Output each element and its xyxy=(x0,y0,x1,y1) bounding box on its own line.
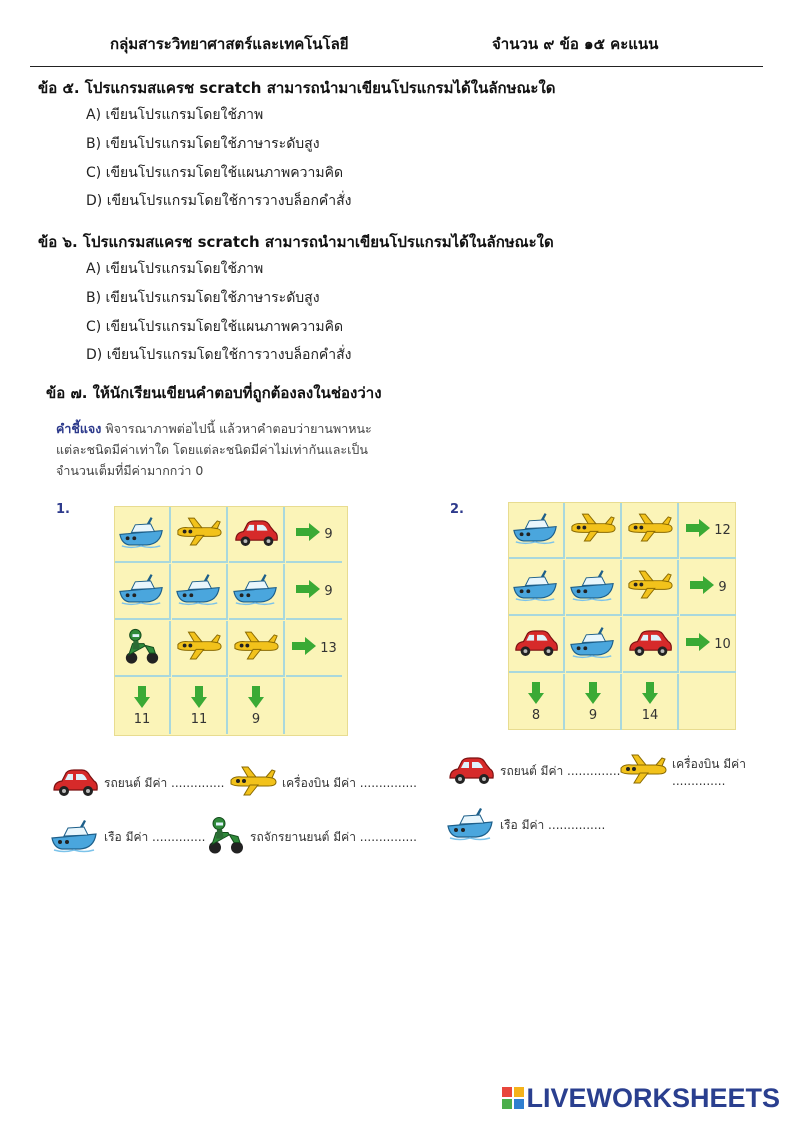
instruction-line-3: จำนวนเต็มที่มีค่ามากกว่า 0 xyxy=(56,463,204,478)
p1-col-sum xyxy=(115,678,171,734)
p1-cell-plane xyxy=(172,621,228,677)
row-sum-value: 9 xyxy=(324,526,333,542)
p2-cell-boat xyxy=(509,560,565,616)
row-sum-value: 10 xyxy=(714,636,731,652)
arrow-down-icon xyxy=(134,686,150,712)
arrow-right-icon xyxy=(291,637,317,659)
p1-row-sum xyxy=(286,564,342,620)
p2-col-sum xyxy=(566,674,622,730)
p2-cell-plane xyxy=(623,503,679,559)
p2-legend-car-label: รถยนต์ มีค่า .............. xyxy=(500,764,621,778)
p2-cell-car xyxy=(509,617,565,673)
question-6-title: ข้อ ๖. โปรแกรมสแครช scratch สามารถนำมาเขียนโปรแกรมได้ในลักษณะใด xyxy=(38,233,554,251)
p1-cell-boat xyxy=(172,564,228,620)
brand-name: LIVEWORKSHEETS xyxy=(526,1083,780,1113)
p2-cell-boat xyxy=(509,503,565,559)
boat-icon xyxy=(118,572,166,611)
col-sum-value: 8 xyxy=(531,707,541,723)
car-icon xyxy=(50,764,100,803)
p1-row-sum xyxy=(286,507,342,563)
col-sum-value: 9 xyxy=(251,711,261,727)
boat-icon xyxy=(50,818,100,857)
q5-option-b[interactable]: B) เขียนโปรแกรมโดยใช้ภาษาระดับสูง xyxy=(86,136,320,152)
plane-icon xyxy=(175,629,223,668)
arrow-down-icon xyxy=(528,682,544,708)
p2-cell-boat xyxy=(566,560,622,616)
arrow-down-icon xyxy=(248,686,264,712)
p1-legend-moto[interactable] xyxy=(206,814,417,860)
p2-legend-car[interactable] xyxy=(446,752,620,791)
col-sum-value: 9 xyxy=(588,707,598,723)
p2-legend-boat[interactable] xyxy=(446,806,605,845)
p2-row-sum xyxy=(680,560,736,616)
header-divider xyxy=(30,66,763,67)
puzzle-1-number: 1. xyxy=(56,502,70,517)
instruction-label: คำชี้แจง xyxy=(56,421,102,436)
q5-option-d[interactable]: D) เขียนโปรแกรมโดยใช้การวางบล็อกคำสั่ง xyxy=(86,193,352,209)
p1-legend-plane[interactable] xyxy=(228,764,417,803)
p1-cell-plane xyxy=(172,507,228,563)
motorcycle-icon xyxy=(206,814,246,860)
p2-cell-plane xyxy=(566,503,622,559)
boat-icon xyxy=(512,511,560,550)
plane-icon xyxy=(626,511,674,550)
p1-legend-moto-label: รถจักรยานยนต์ มีค่า ............... xyxy=(250,829,417,844)
car-icon xyxy=(626,625,674,664)
p1-cell-boat xyxy=(229,564,285,620)
p1-cell-boat xyxy=(115,507,171,563)
puzzle-2-number: 2. xyxy=(450,502,464,517)
boat-icon xyxy=(175,572,223,611)
puzzle-1-grid xyxy=(114,506,348,736)
q5-option-a[interactable]: A) เขียนโปรแกรมโดยใช้ภาพ xyxy=(86,107,264,123)
boat-icon xyxy=(569,568,617,607)
instruction-block xyxy=(56,418,426,481)
q6-option-b[interactable]: B) เขียนโปรแกรมโดยใช้ภาษาระดับสูง xyxy=(86,290,320,306)
p1-empty-cell xyxy=(286,678,342,734)
plane-icon xyxy=(626,568,674,607)
plane-icon xyxy=(618,752,668,791)
arrow-down-icon xyxy=(585,682,601,708)
p1-legend-boat[interactable] xyxy=(50,818,205,857)
p2-empty-cell xyxy=(680,674,736,730)
p2-legend-boat-label: เรือ มีค่า ............... xyxy=(500,818,606,832)
question-count: จำนวน ๙ ข้อ ๑๕ คะแนน xyxy=(492,35,659,53)
boat-icon xyxy=(118,515,166,554)
col-sum-value: 11 xyxy=(190,711,208,727)
p1-legend-car-label: รถยนต์ มีค่า .............. xyxy=(104,776,225,790)
question-5-title: ข้อ ๕. โปรแกรมสแครช scratch สามารถนำมาเขียนโปรแกรมได้ในลักษณะใด xyxy=(38,79,556,97)
car-icon xyxy=(232,515,280,554)
boat-icon xyxy=(569,625,617,664)
car-icon xyxy=(446,752,496,791)
p1-legend-boat-label: เรือ มีค่า .............. xyxy=(104,830,206,844)
brand-logo-mark-icon xyxy=(502,1085,524,1107)
question-7-title: ข้อ ๗. ให้นักเรียนเขียนคำตอบที่ถูกต้องลงในช่องว่าง xyxy=(46,384,382,402)
p2-cell-car xyxy=(623,617,679,673)
q6-option-c[interactable]: C) เขียนโปรแกรมโดยใช้แผนภาพความคิด xyxy=(86,319,344,335)
plane-icon xyxy=(232,629,280,668)
arrow-right-icon xyxy=(689,576,715,598)
plane-icon xyxy=(228,764,278,803)
p1-legend-car[interactable] xyxy=(50,764,224,803)
puzzle-2-grid xyxy=(508,502,736,730)
brand-logo xyxy=(502,1083,780,1114)
row-sum-value: 12 xyxy=(714,522,731,538)
q5-option-c[interactable]: C) เขียนโปรแกรมโดยใช้แผนภาพความคิด xyxy=(86,165,344,181)
motorcycle-icon xyxy=(123,626,161,671)
p1-row-sum xyxy=(286,621,342,677)
plane-icon xyxy=(569,511,617,550)
arrow-down-icon xyxy=(191,686,207,712)
q6-option-d[interactable]: D) เขียนโปรแกรมโดยใช้การวางบล็อกคำสั่ง xyxy=(86,347,352,363)
p1-cell-plane xyxy=(229,621,285,677)
p2-row-sum xyxy=(680,617,736,673)
p2-cell-plane xyxy=(623,560,679,616)
p2-legend-plane[interactable] xyxy=(618,752,794,791)
arrow-right-icon xyxy=(685,519,711,541)
arrow-right-icon xyxy=(685,633,711,655)
q6-option-a[interactable]: A) เขียนโปรแกรมโดยใช้ภาพ xyxy=(86,261,264,277)
col-sum-value: 11 xyxy=(133,711,151,727)
instruction-line-2: แต่ละชนิดมีค่าเท่าใด โดยแต่ละชนิดมีค่าไม่เท่ากันและเป็น xyxy=(56,442,368,457)
p1-cell-car xyxy=(229,507,285,563)
arrow-right-icon xyxy=(295,523,321,545)
boat-icon xyxy=(512,568,560,607)
p1-col-sum xyxy=(229,678,285,734)
p1-cell-moto xyxy=(115,621,171,677)
boat-icon xyxy=(232,572,280,611)
boat-icon xyxy=(446,806,496,845)
p2-col-sum xyxy=(623,674,679,730)
p2-cell-boat xyxy=(566,617,622,673)
p1-cell-boat xyxy=(115,564,171,620)
subject-title: กลุ่มสาระวิทยาศาสตร์และเทคโนโลยี xyxy=(110,35,349,53)
p2-row-sum xyxy=(680,503,736,559)
row-sum-value: 9 xyxy=(324,583,333,599)
row-sum-value: 13 xyxy=(320,640,337,656)
plane-icon xyxy=(175,515,223,554)
row-sum-value: 9 xyxy=(718,579,727,595)
p2-col-sum xyxy=(509,674,565,730)
car-icon xyxy=(512,625,560,664)
col-sum-value: 14 xyxy=(641,707,659,723)
instruction-line-1: พิจารณาภาพต่อไปนี้ แล้วหาคำตอบว่ายานพาหนะ xyxy=(105,421,372,436)
p1-legend-plane-label: เครื่องบิน มีค่า ............... xyxy=(282,776,417,790)
arrow-down-icon xyxy=(642,682,658,708)
p1-col-sum xyxy=(172,678,228,734)
p2-legend-plane-label: เครื่องบิน มีค่า .............. xyxy=(672,757,746,788)
arrow-right-icon xyxy=(295,580,321,602)
